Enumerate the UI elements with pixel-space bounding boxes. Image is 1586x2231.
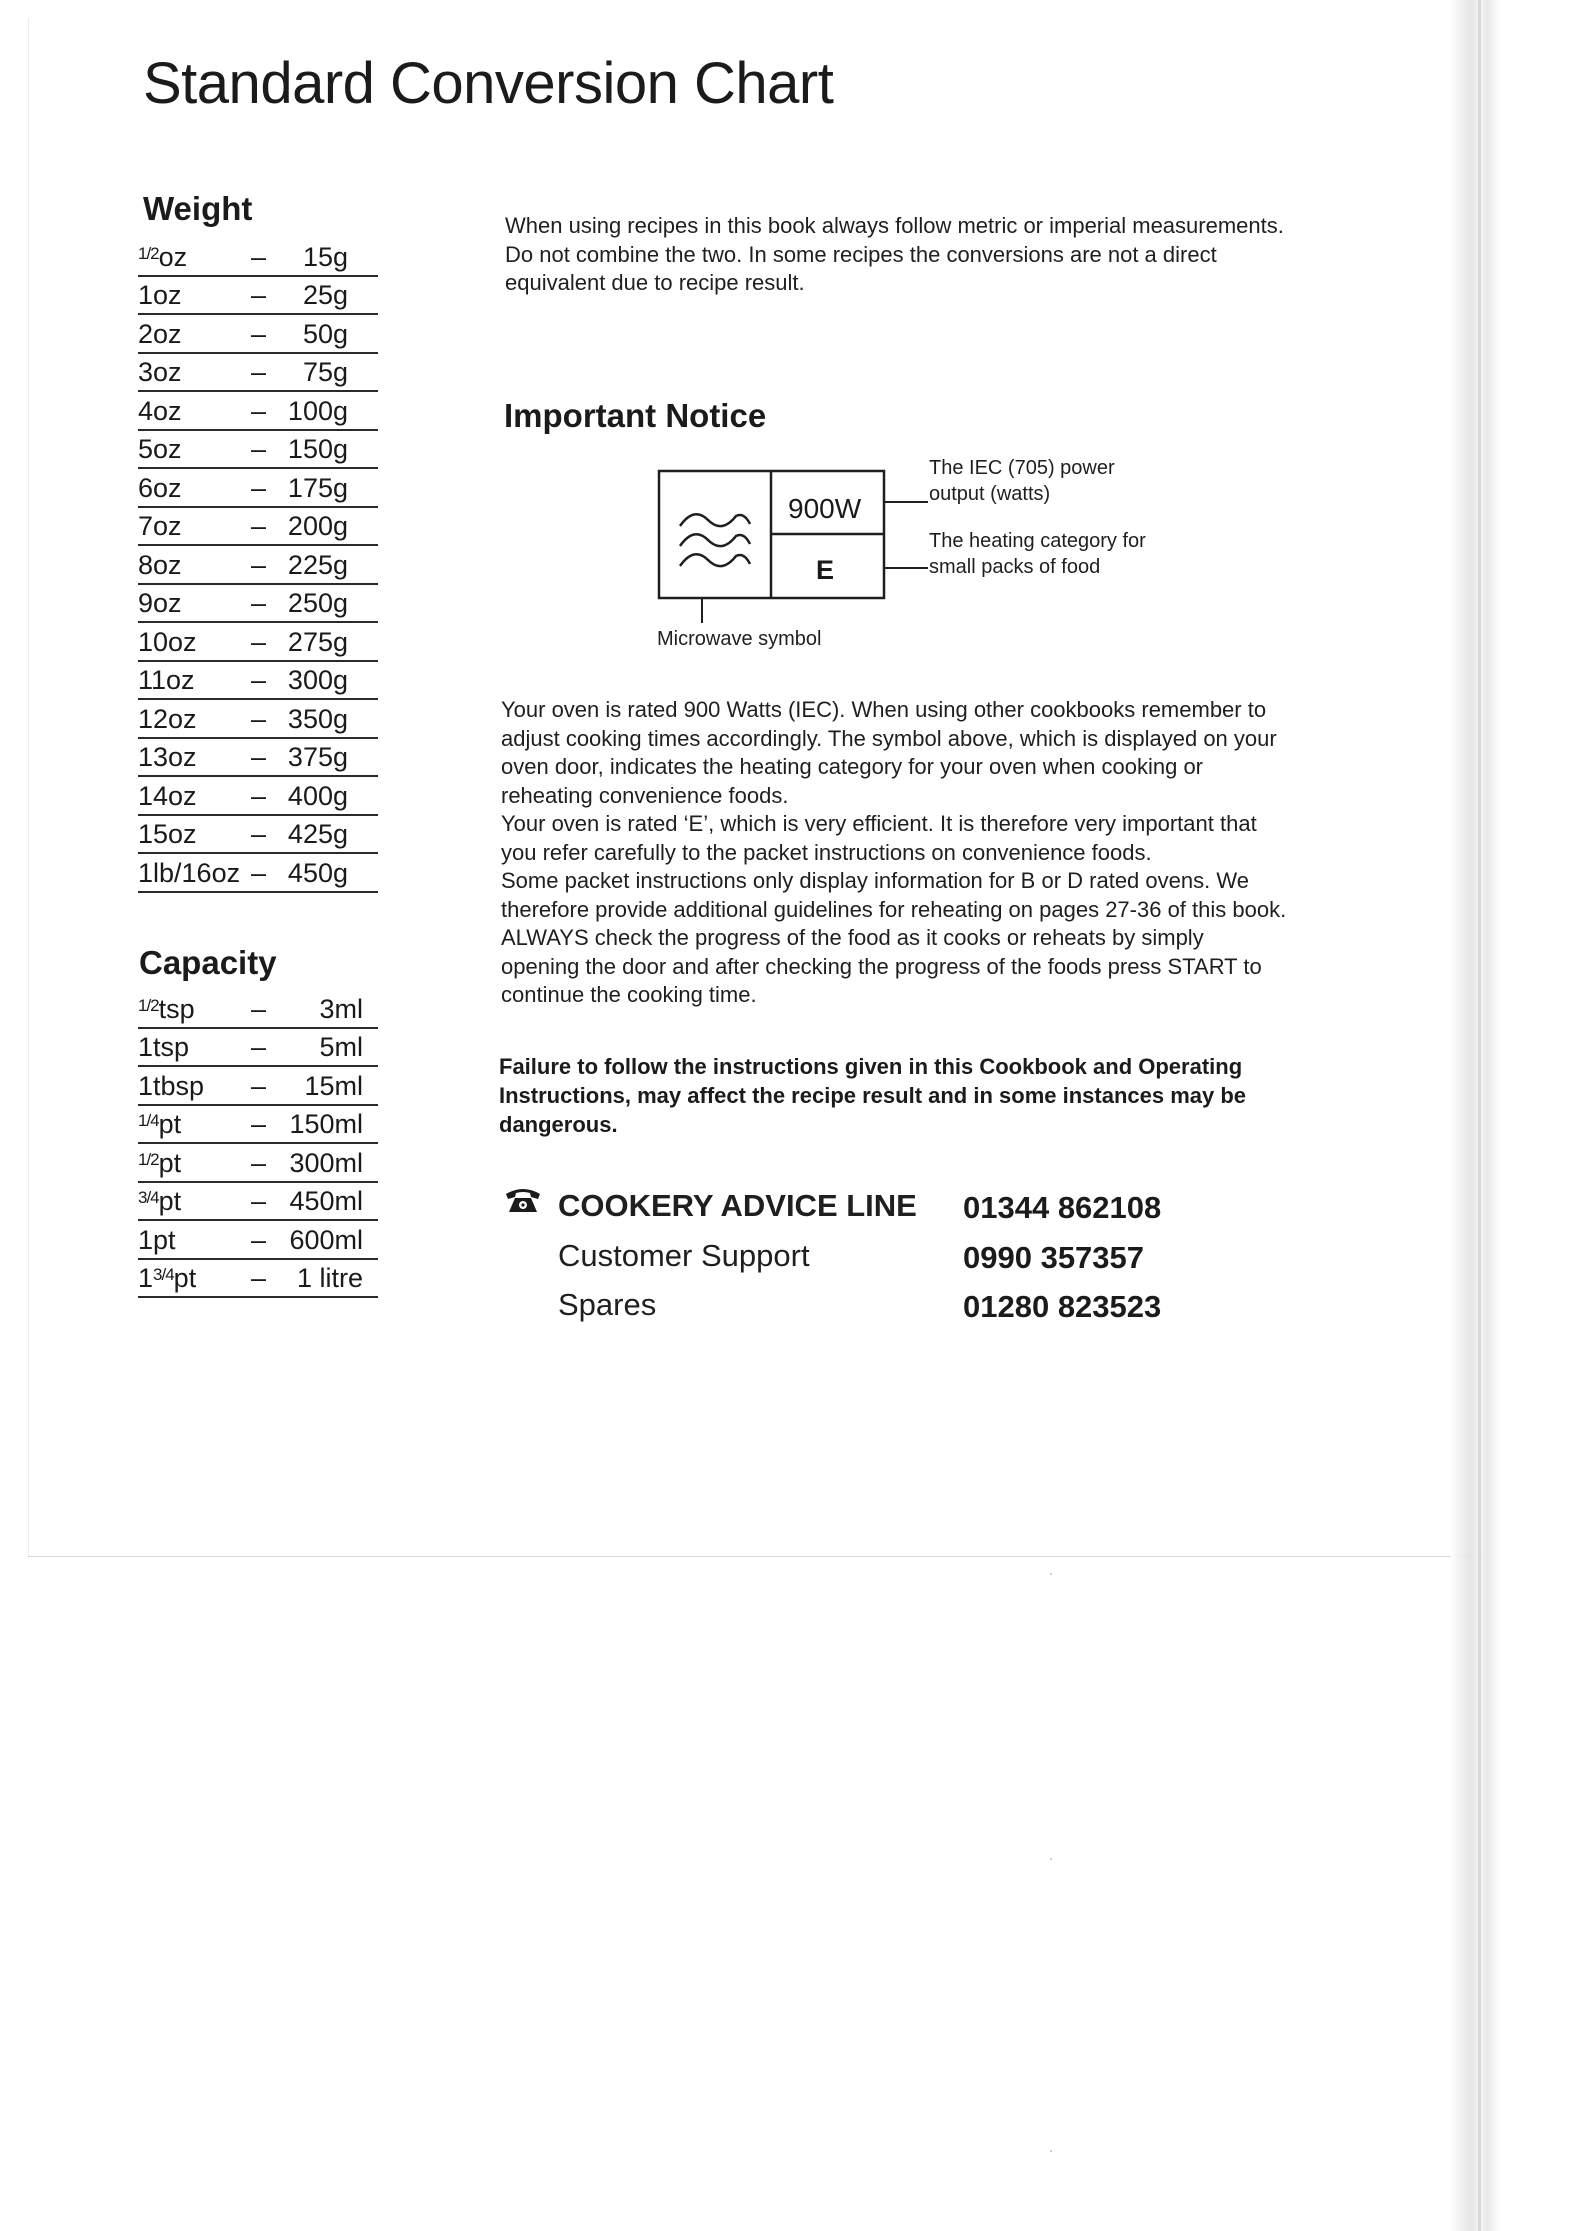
weight-imperial: 1lb/16oz: [138, 857, 241, 888]
warning-line: Failure to follow the instructions given in this Cookbook and Operating: [499, 1054, 1243, 1079]
capacity-metric: 450ml: [289, 1186, 363, 1216]
weight-imperial: 12oz: [138, 703, 197, 734]
weight-separator: –: [251, 703, 267, 734]
weight-separator: –: [251, 434, 267, 464]
weight-metric: 400g: [287, 780, 348, 811]
weight-row: [138, 700, 378, 739]
capacity-separator: –: [251, 1109, 267, 1139]
category-caption-line: small packs of food: [929, 556, 1101, 578]
weight-imperial: 9oz: [138, 588, 182, 618]
weight-imperial: 1oz: [138, 280, 182, 310]
page-edge-left: [28, 18, 29, 1556]
weight-separator: –: [251, 511, 267, 541]
contact-number-cookery: 01344 862108: [963, 1190, 1162, 1225]
contact-label-spares: Spares: [558, 1287, 657, 1322]
notice-body-line: oven door, indicates the heating category for your oven when cooking or: [501, 754, 1204, 779]
weight-title: Weight: [143, 190, 253, 227]
page-title: Standard Conversion Chart: [143, 51, 834, 116]
capacity-imperial: $^{3/4}$pt: [138, 1186, 182, 1216]
weight-row: [138, 315, 378, 354]
weight-separator: –: [251, 780, 267, 811]
weight-metric: 450g: [287, 857, 348, 888]
capacity-imperial: 1pt: [138, 1224, 176, 1255]
weight-imperial: $^{1/2}$oz: [138, 241, 188, 272]
capacity-separator: –: [251, 1032, 267, 1062]
weight-metric: 350g: [287, 703, 348, 734]
telephone-icon: [503, 1186, 543, 1214]
capacity-metric: 600ml: [289, 1224, 363, 1255]
weight-separator: –: [251, 626, 267, 657]
capacity-separator: –: [251, 1186, 267, 1216]
weight-imperial: 13oz: [138, 742, 197, 772]
weight-metric: 175g: [287, 472, 348, 503]
weight-row: [138, 623, 378, 662]
notice-body-line: Your oven is rated 900 Watts (IEC). When using other cookbooks remember to: [501, 697, 1267, 722]
weight-metric: 25g: [302, 280, 348, 310]
scan-speck: [1050, 1858, 1052, 1860]
weight-row: [138, 816, 378, 855]
weight-separator: –: [251, 588, 267, 618]
weight-table: [138, 238, 378, 893]
weight-metric: 425g: [287, 819, 348, 849]
capacity-separator: –: [251, 993, 267, 1024]
notice-title: Important Notice: [504, 397, 767, 434]
weight-row: [138, 585, 378, 624]
notice-body-line: reheating convenience foods.: [501, 782, 789, 808]
warning-line: dangerous.: [499, 1112, 618, 1137]
capacity-row: [138, 1067, 378, 1106]
warning-paragraph: [499, 1052, 1399, 1139]
weight-separator: –: [251, 549, 267, 580]
notice-body-line: opening the door and after checking the progress of the foods press START to: [501, 953, 1262, 979]
notice-body-line: Your oven is rated ‘E’, which is very efficient. It is therefore very important that: [501, 811, 1257, 836]
weight-row: [138, 508, 378, 547]
weight-separator: –: [251, 857, 267, 888]
capacity-table: [138, 990, 378, 1298]
weight-metric: 225g: [287, 549, 348, 580]
capacity-row: [138, 1144, 378, 1183]
weight-metric: 150g: [287, 434, 348, 464]
weight-metric: 200g: [287, 511, 348, 541]
capacity-separator: –: [251, 1070, 267, 1101]
capacity-imperial: 1tbsp: [138, 1070, 205, 1101]
notice-body-line: therefore provide additional guidelines for reheating on pages 27-36 of this book.: [501, 896, 1287, 922]
weight-row: [138, 431, 378, 470]
weight-row: [138, 354, 378, 393]
power-value: 900W: [788, 493, 862, 524]
notice-body-line: you refer carefully to the packet instructions on convenience foods.: [501, 839, 1152, 865]
intro-line: When using recipes in this book always follow metric or imperial measurements.: [505, 213, 1284, 238]
power-rating-diagram: [656, 457, 1176, 658]
weight-metric: 100g: [287, 395, 348, 426]
weight-metric: 250g: [287, 588, 348, 618]
power-caption-line: output (watts): [929, 483, 1051, 505]
weight-row: [138, 777, 378, 816]
power-caption-line: The IEC (705) power: [929, 457, 1115, 479]
power-caption: [929, 455, 1115, 507]
weight-row: [138, 277, 378, 316]
capacity-row: [138, 990, 378, 1029]
weight-row: [138, 739, 378, 778]
capacity-separator: –: [251, 1224, 267, 1255]
contact-label-support: Customer Support: [558, 1238, 810, 1273]
weight-row: [138, 854, 378, 893]
notice-body-line: continue the cooking time.: [501, 982, 757, 1007]
weight-metric: 15g: [302, 241, 348, 272]
capacity-imperial: 1tsp: [138, 1032, 190, 1062]
contact-label-cookery: COOKERY ADVICE LINE: [558, 1188, 917, 1223]
weight-row: [138, 662, 378, 701]
capacity-metric: 1 litre: [296, 1263, 363, 1293]
weight-imperial: 5oz: [138, 434, 182, 464]
notice-body-line: ALWAYS check the progress of the food as it cooks or reheats by simply: [501, 925, 1204, 950]
weight-separator: –: [251, 395, 267, 426]
weight-imperial: 8oz: [138, 549, 182, 580]
intro-line: equivalent due to recipe result.: [505, 270, 805, 295]
capacity-row: [138, 1183, 378, 1222]
capacity-row: [138, 1260, 378, 1299]
capacity-separator: –: [251, 1147, 267, 1178]
weight-imperial: 6oz: [138, 472, 182, 503]
capacity-imperial: $^{1/2}$pt: [138, 1147, 182, 1178]
capacity-separator: –: [251, 1263, 267, 1293]
warning-line: Instructions, may affect the recipe result and in some instances may be: [499, 1083, 1247, 1108]
capacity-metric: 15ml: [304, 1070, 363, 1101]
capacity-metric: 3ml: [319, 993, 363, 1024]
capacity-imperial: $^{1/4}$pt: [138, 1109, 182, 1139]
binding-line: [1478, 0, 1481, 2231]
notice-body: [501, 696, 1401, 1010]
weight-metric: 75g: [302, 357, 348, 387]
page-edge-bottom: [28, 1556, 1490, 1557]
notice-body-line: Some packet instructions only display information for B or D rated ovens. We: [501, 868, 1249, 893]
weight-separator: –: [251, 665, 267, 695]
weight-imperial: 4oz: [138, 395, 182, 426]
weight-imperial: 3oz: [138, 357, 182, 387]
weight-row: [138, 392, 378, 431]
weight-separator: –: [251, 742, 267, 772]
microwave-wave-icon: [680, 514, 750, 566]
capacity-imperial: $^{1/2}$tsp: [138, 993, 195, 1024]
capacity-row: [138, 1029, 378, 1068]
scan-speck: [1050, 2150, 1052, 2152]
intro-paragraph: [505, 212, 1405, 298]
weight-imperial: 10oz: [138, 626, 197, 657]
weight-metric: 300g: [287, 665, 348, 695]
capacity-metric: 300ml: [289, 1147, 363, 1178]
scan-speck: [1050, 1573, 1052, 1575]
symbol-caption: Microwave symbol: [657, 628, 822, 650]
weight-separator: –: [251, 357, 267, 387]
capacity-imperial: $1^{3/4}pt$: [138, 1263, 197, 1293]
capacity-metric: 150ml: [289, 1109, 363, 1139]
weight-separator: –: [251, 280, 267, 310]
weight-imperial: 2oz: [138, 318, 182, 349]
capacity-metric: 5ml: [319, 1032, 363, 1062]
weight-imperial: 11oz: [138, 665, 195, 695]
weight-separator: –: [251, 241, 267, 272]
weight-metric: 375g: [287, 742, 348, 772]
weight-separator: –: [251, 819, 267, 849]
capacity-title: Capacity: [139, 944, 277, 981]
contact-number-spares: 01280 823523: [963, 1289, 1162, 1324]
category-caption-line: The heating category for: [929, 530, 1146, 552]
weight-imperial: 15oz: [138, 819, 197, 849]
notice-body-line: adjust cooking times accordingly. The symbol above, which is displayed on your: [501, 725, 1277, 751]
weight-separator: –: [251, 318, 267, 349]
weight-imperial: 7oz: [138, 511, 182, 541]
category-value: E: [816, 555, 835, 585]
weight-separator: –: [251, 472, 267, 503]
weight-row: [138, 238, 378, 277]
capacity-row: [138, 1221, 378, 1260]
weight-metric: 275g: [287, 626, 348, 657]
weight-imperial: 14oz: [138, 780, 197, 811]
binding-shadow: [1450, 0, 1500, 2231]
weight-row: [138, 546, 378, 585]
intro-line: Do not combine the two. In some recipes the conversions are not a direct: [505, 241, 1217, 267]
weight-metric: 50g: [302, 318, 348, 349]
category-caption: [929, 528, 1146, 580]
weight-row: [138, 469, 378, 508]
contact-number-support: 0990 357357: [963, 1240, 1145, 1275]
capacity-row: [138, 1106, 378, 1145]
